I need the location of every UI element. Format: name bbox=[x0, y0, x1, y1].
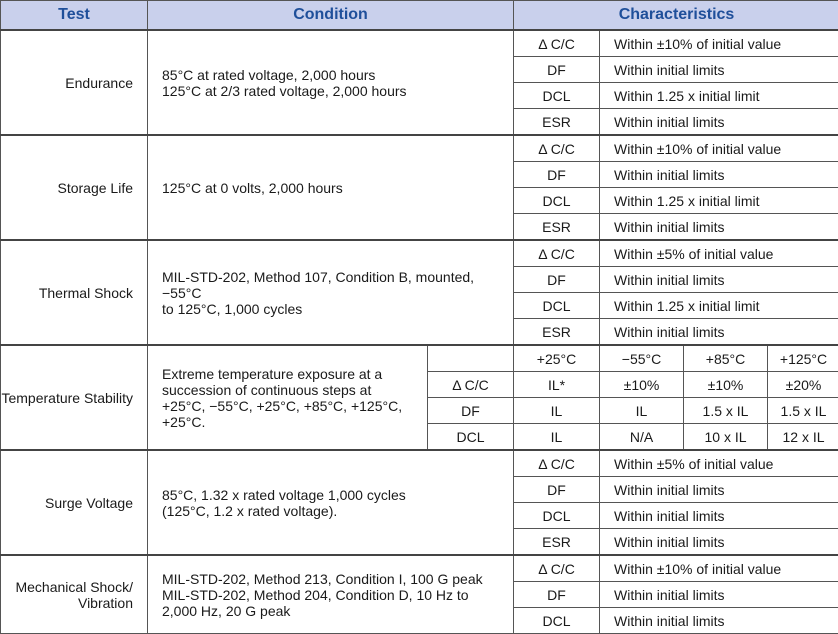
blank-cell bbox=[428, 345, 514, 372]
test-condition bbox=[148, 450, 514, 555]
condition-line: MIL-STD-202, Method 107, Condition B, mounted, −55°C bbox=[162, 269, 505, 301]
spec-value: Within initial limits bbox=[600, 477, 838, 503]
test-name bbox=[1, 555, 148, 634]
test-condition bbox=[148, 345, 428, 450]
header-test: Test bbox=[1, 1, 148, 31]
header-row bbox=[1, 1, 838, 31]
param-label: DF bbox=[514, 477, 600, 503]
condition-line: 85°C, 1.32 x rated voltage 1,000 cycles bbox=[162, 487, 505, 503]
stability-value: N/A bbox=[600, 424, 684, 451]
stability-value: ±10% bbox=[600, 372, 684, 398]
param-label: ESR bbox=[514, 214, 600, 241]
spec-value: Within initial limits bbox=[600, 319, 838, 346]
spec-value: Within initial limits bbox=[600, 529, 838, 556]
spec-value: Within ±10% of initial value bbox=[600, 30, 838, 57]
param-label: DCL bbox=[514, 608, 600, 634]
spec-value: Within ±10% of initial value bbox=[600, 555, 838, 582]
condition-line: MIL-STD-202, Method 213, Condition I, 100 G peak bbox=[162, 571, 505, 587]
stability-value: IL bbox=[514, 398, 600, 424]
condition-line: MIL-STD-202, Method 204, Condition D, 10 Hz to bbox=[162, 587, 505, 603]
table-row bbox=[1, 240, 838, 267]
test-name: Thermal Shock bbox=[1, 240, 148, 345]
stability-value: 1.5 x IL bbox=[684, 398, 768, 424]
test-name-line: Vibration bbox=[1, 595, 133, 611]
param-label: Δ C/C bbox=[514, 450, 600, 477]
condition-line: 85°C at rated voltage, 2,000 hours bbox=[162, 67, 505, 83]
condition-line: 125°C at 2/3 rated voltage, 2,000 hours bbox=[162, 83, 505, 99]
param-label: DCL bbox=[514, 83, 600, 109]
stability-value: 1.5 x IL bbox=[768, 398, 838, 424]
temp-header: +125°C bbox=[768, 345, 838, 372]
param-label: DF bbox=[514, 57, 600, 83]
spec-value: Within initial limits bbox=[600, 582, 838, 608]
param-label: DF bbox=[514, 162, 600, 188]
temp-header: −55°C bbox=[600, 345, 684, 372]
stability-value: 10 x IL bbox=[684, 424, 768, 451]
condition-line: +25°C. bbox=[162, 414, 419, 430]
param-label: DCL bbox=[428, 424, 514, 451]
test-name: Surge Voltage bbox=[1, 450, 148, 555]
condition-line: (125°C, 1.2 x rated voltage). bbox=[162, 503, 505, 519]
spec-value: Within initial limits bbox=[600, 214, 838, 241]
param-label: DCL bbox=[514, 293, 600, 319]
table-row bbox=[1, 345, 838, 372]
temp-header: +85°C bbox=[684, 345, 768, 372]
param-label: ESR bbox=[514, 109, 600, 136]
param-label: Δ C/C bbox=[514, 30, 600, 57]
param-label: Δ C/C bbox=[514, 555, 600, 582]
stability-value: ±20% bbox=[768, 372, 838, 398]
header-characteristics: Characteristics bbox=[514, 1, 838, 31]
param-label: DCL bbox=[514, 503, 600, 529]
param-label: Δ C/C bbox=[514, 240, 600, 267]
spec-value: Within initial limits bbox=[600, 57, 838, 83]
condition-line: 125°C at 0 volts, 2,000 hours bbox=[162, 180, 505, 196]
param-label: ESR bbox=[514, 319, 600, 346]
param-label: Δ C/C bbox=[514, 135, 600, 162]
test-condition bbox=[148, 30, 514, 135]
param-label: ESR bbox=[514, 529, 600, 556]
stability-value: ±10% bbox=[684, 372, 768, 398]
spec-value: Within ±5% of initial value bbox=[600, 450, 838, 477]
spec-value: Within 1.25 x initial limit bbox=[600, 188, 838, 214]
spec-value: Within initial limits bbox=[600, 267, 838, 293]
spec-value: Within initial limits bbox=[600, 608, 838, 634]
header-condition: Condition bbox=[148, 1, 514, 31]
test-name: Storage Life bbox=[1, 135, 148, 240]
temp-header: +25°C bbox=[514, 345, 600, 372]
param-label: DF bbox=[514, 582, 600, 608]
spec-value: Within initial limits bbox=[600, 503, 838, 529]
stability-value: IL* bbox=[514, 372, 600, 398]
spec-value: Within ±5% of initial value bbox=[600, 240, 838, 267]
table-row bbox=[1, 135, 838, 162]
param-label: DF bbox=[428, 398, 514, 424]
param-label: Δ C/C bbox=[428, 372, 514, 398]
spec-value: Within initial limits bbox=[600, 162, 838, 188]
condition-line: 2,000 Hz, 20 G peak bbox=[162, 603, 505, 619]
spec-value: Within initial limits bbox=[600, 109, 838, 136]
test-condition bbox=[148, 240, 514, 345]
condition-line: succession of continuous steps at bbox=[162, 382, 419, 398]
stability-value: 12 x IL bbox=[768, 424, 838, 451]
condition-line: +25°C, −55°C, +25°C, +85°C, +125°C, bbox=[162, 398, 419, 414]
table-row bbox=[1, 555, 838, 582]
param-label: DCL bbox=[514, 188, 600, 214]
test-name: Temperature Stability bbox=[1, 345, 148, 450]
spec-value: Within ±10% of initial value bbox=[600, 135, 838, 162]
test-condition bbox=[148, 135, 514, 240]
condition-line: to 125°C, 1,000 cycles bbox=[162, 301, 505, 317]
param-label: DF bbox=[514, 267, 600, 293]
stability-value: IL bbox=[514, 424, 600, 451]
stability-value: IL bbox=[600, 398, 684, 424]
test-name-line: Mechanical Shock/ bbox=[1, 579, 133, 595]
spec-value: Within 1.25 x initial limit bbox=[600, 83, 838, 109]
spec-value: Within 1.25 x initial limit bbox=[600, 293, 838, 319]
test-condition bbox=[148, 555, 514, 634]
test-name: Endurance bbox=[1, 30, 148, 135]
condition-line: Extreme temperature exposure at a bbox=[162, 366, 419, 382]
table-row bbox=[1, 450, 838, 477]
table-row bbox=[1, 30, 838, 57]
